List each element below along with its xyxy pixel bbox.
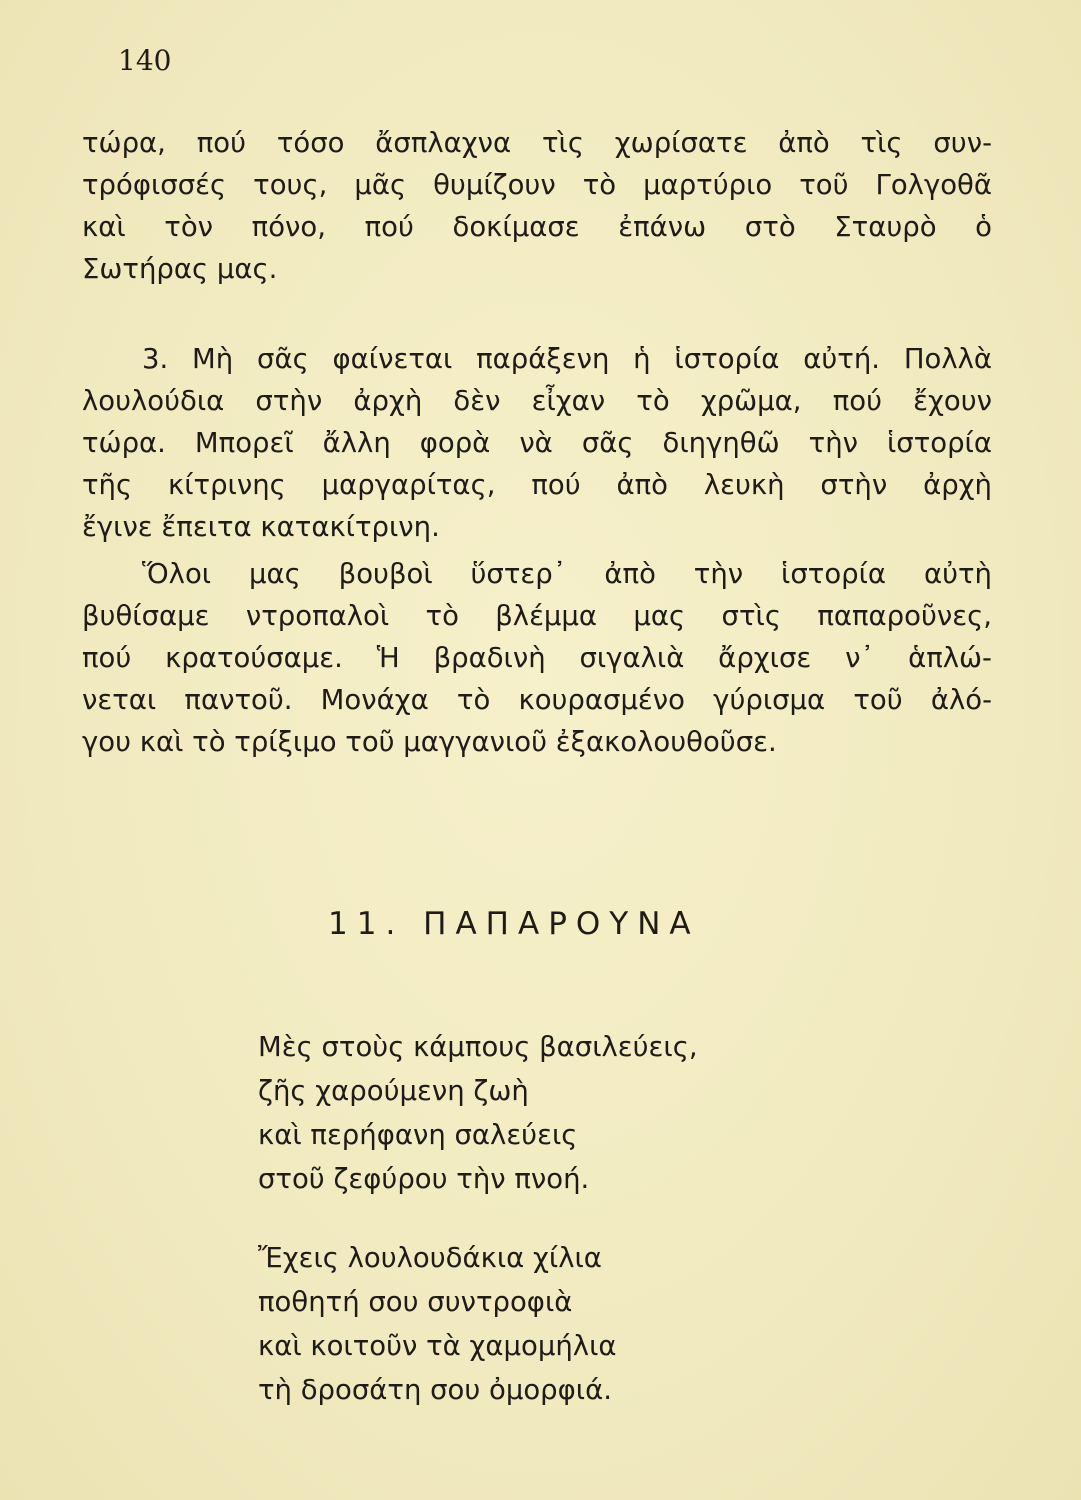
paragraph-2-line-1: 3. Μὴ σᾶς φαίνεται παράξενη ἡ ἱστορία αὐτή. Πολλὰ: [142, 343, 992, 375]
paragraph-2-line-5: ἔγινε ἔπειτα κατακίτρινη.: [82, 511, 440, 543]
stanza-2-verse-1: Ἔχεις λουλουδάκια χίλια: [258, 1242, 602, 1274]
paragraph-3-line-4: νεται παντοῦ. Μονάχα τὸ κουρασμένο γύρισμα τοῦ ἀλό-: [82, 684, 992, 716]
paragraph-3-line-1: Ὅλοι μας βουβοὶ ὕστερ᾽ ἀπὸ τὴν ἱστορία αὐτὴ: [142, 558, 992, 590]
paragraph-3-line-3: πού κρατούσαμε. Ἡ βραδινὴ σιγαλιὰ ἄρχισε ν᾽ ἁπλώ-: [82, 642, 992, 674]
poem-stanza-2: [258, 1236, 617, 1412]
stanza-2-verse-2: ποθητή σου συντροφιὰ: [258, 1286, 573, 1318]
paragraph-1-line-4: Σωτήρας μας.: [82, 253, 278, 285]
paragraph-1-line-2: τρόφισσές τους, μᾶς θυμίζουν τὸ μαρτύριο τοῦ Γολγοθᾶ: [82, 169, 992, 201]
stanza-1-verse-1: Μὲς στοὺς κάμπους βασιλεύεις,: [258, 1031, 698, 1063]
paragraph-1: [82, 122, 992, 290]
stanza-1-verse-2: ζῆς χαρούμενη ζωὴ: [258, 1075, 529, 1107]
page-number: 140: [118, 44, 172, 77]
stanza-2-verse-4: τὴ δροσάτη σου ὀμορφιά.: [258, 1374, 612, 1406]
poem-title: 11. ΠΑΠΑΡΟΥΝΑ: [328, 906, 700, 942]
paragraph-2-line-2: λουλούδια στὴν ἀρχὴ δὲν εἶχαν τὸ χρῶμα, πού ἔχουν: [82, 385, 992, 417]
stanza-2-verse-3: καὶ κοιτοῦν τὰ χαμομήλια: [258, 1330, 617, 1362]
paragraph-3-line-5: γου καὶ τὸ τρίξιμο τοῦ μαγγανιοῦ ἐξακολουθοῦσε.: [82, 726, 777, 758]
paragraph-1-line-3: καὶ τὸν πόνο, πού δοκίμασε ἐπάνω στὸ Σταυρὸ ὁ: [82, 211, 992, 243]
paragraph-2: [82, 338, 992, 548]
stanza-1-verse-4: στοῦ ζεφύρου τὴν πνοή.: [258, 1163, 590, 1195]
paragraph-3-line-2: βυθίσαμε ντροπαλοὶ τὸ βλέμμα μας στὶς παπαροῦνες,: [82, 600, 992, 632]
paragraph-3: [82, 553, 992, 763]
stanza-1-verse-3: καὶ περήφανη σαλεύεις: [258, 1119, 578, 1151]
poem-stanza-1: [258, 1025, 698, 1201]
paragraph-1-line-1: τώρα, πού τόσο ἄσπλαχνα τὶς χωρίσατε ἀπὸ τὶς συν-: [82, 127, 992, 159]
paragraph-2-line-4: τῆς κίτρινης μαργαρίτας, πού ἀπὸ λευκὴ στὴν ἀρχὴ: [82, 469, 992, 501]
paragraph-2-line-3: τώρα. Μπορεῖ ἄλλη φορὰ νὰ σᾶς διηγηθῶ τὴν ἱστορία: [82, 427, 992, 459]
